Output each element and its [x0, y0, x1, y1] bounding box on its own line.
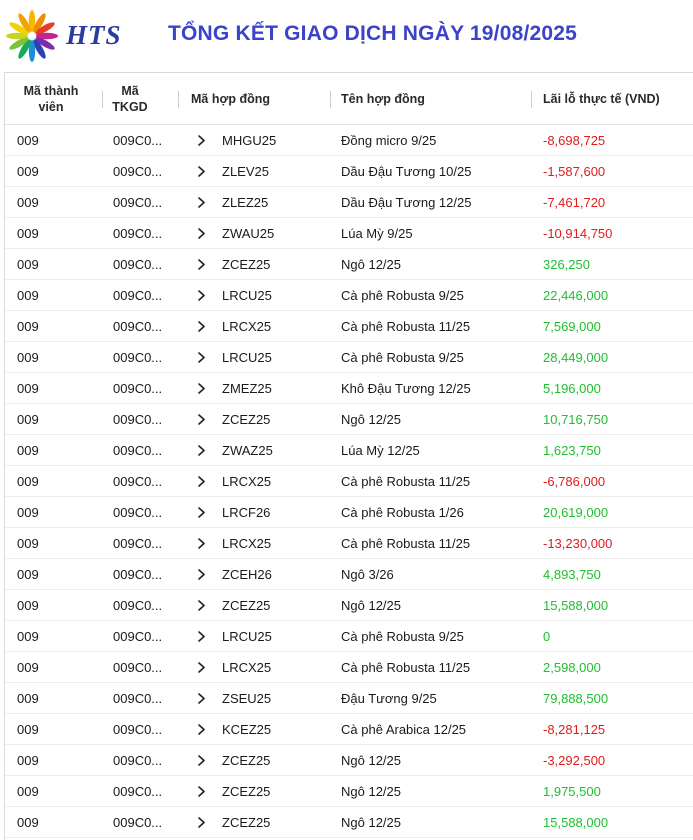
column-header-contract-code[interactable]: Mã hợp đồng	[191, 92, 271, 106]
realized-pnl: 28,449,000	[543, 349, 609, 365]
chevron-right-icon[interactable]	[194, 714, 208, 744]
table-row[interactable]	[5, 590, 693, 621]
realized-pnl: 10,716,750	[543, 411, 609, 427]
contract-name: Dầu Đậu Tương 10/25	[341, 163, 472, 179]
realized-pnl: -1,587,600	[543, 163, 606, 179]
chevron-right-icon[interactable]	[194, 373, 208, 403]
contract-code: LRCF26	[222, 504, 271, 520]
realized-pnl: 1,623,750	[543, 442, 601, 458]
chevron-right-icon[interactable]	[194, 435, 208, 465]
contract-name: Đậu Tương 9/25	[341, 690, 437, 706]
realized-pnl: -6,786,000	[543, 473, 606, 489]
realized-pnl: -13,230,000	[543, 535, 613, 551]
realized-pnl: 7,569,000	[543, 318, 601, 334]
realized-pnl: 2,598,000	[543, 659, 601, 675]
member-code: 009	[17, 380, 39, 396]
table-row[interactable]	[5, 807, 693, 838]
contract-name: Ngô 12/25	[341, 597, 401, 613]
table-row[interactable]	[5, 218, 693, 249]
contract-code: LRCX25	[222, 535, 272, 551]
realized-pnl: 0	[543, 628, 551, 644]
realized-pnl: -8,281,125	[543, 721, 606, 737]
table-row[interactable]	[5, 745, 693, 776]
realized-pnl: 22,446,000	[543, 287, 609, 303]
member-code: 009	[17, 504, 39, 520]
account-code: 009C0...	[113, 752, 163, 768]
chevron-right-icon[interactable]	[194, 621, 208, 651]
column-divider[interactable]	[102, 91, 103, 108]
realized-pnl: 15,588,000	[543, 597, 609, 613]
member-code: 009	[17, 287, 39, 303]
account-code: 009C0...	[113, 721, 163, 737]
realized-pnl: 4,893,750	[543, 566, 601, 582]
contract-name: Khô Đậu Tương 12/25	[341, 380, 471, 396]
contract-code: MHGU25	[222, 132, 277, 148]
contract-code: ZCEZ25	[222, 411, 271, 427]
member-code: 009	[17, 814, 39, 830]
member-code: 009	[17, 597, 39, 613]
member-code: 009	[17, 535, 39, 551]
contract-name: Đồng micro 9/25	[341, 132, 437, 148]
table-row[interactable]	[5, 559, 693, 590]
realized-pnl: -10,914,750	[543, 225, 613, 241]
chevron-right-icon[interactable]	[194, 590, 208, 620]
account-code: 009C0...	[113, 225, 163, 241]
contract-name: Cà phê Robusta 11/25	[341, 659, 471, 675]
contract-code: ZCEZ25	[222, 783, 271, 799]
member-code: 009	[17, 473, 39, 489]
account-code: 009C0...	[113, 566, 163, 582]
chevron-right-icon[interactable]	[194, 807, 208, 837]
account-code: 009C0...	[113, 535, 163, 551]
contract-name: Cà phê Arabica 12/25	[341, 721, 467, 737]
table-row[interactable]	[5, 404, 693, 435]
contract-code: ZSEU25	[222, 690, 272, 706]
table-row[interactable]	[5, 311, 693, 342]
contract-name: Cà phê Robusta 9/25	[341, 349, 464, 365]
account-code: 009C0...	[113, 163, 163, 179]
chevron-right-icon[interactable]	[194, 342, 208, 372]
contract-code: LRCX25	[222, 473, 272, 489]
table-header	[5, 73, 693, 125]
table-row[interactable]	[5, 776, 693, 807]
contract-code: ZCEH26	[222, 566, 272, 582]
contract-name: Ngô 12/25	[341, 752, 401, 768]
table-row[interactable]	[5, 652, 693, 683]
contract-code: LRCX25	[222, 659, 272, 675]
member-code: 009	[17, 349, 39, 365]
table-row[interactable]	[5, 156, 693, 187]
table-row[interactable]	[5, 621, 693, 652]
account-code: 009C0...	[113, 783, 163, 799]
chevron-right-icon[interactable]	[194, 311, 208, 341]
account-code: 009C0...	[113, 411, 163, 427]
contract-name: Cà phê Robusta 1/26	[341, 504, 464, 520]
contract-code: ZLEZ25	[222, 194, 269, 210]
account-code: 009C0...	[113, 318, 163, 334]
chevron-right-icon[interactable]	[194, 187, 208, 217]
column-header-contract-name[interactable]: Tên hợp đồng	[341, 92, 425, 106]
table-row[interactable]	[5, 280, 693, 311]
chevron-right-icon[interactable]	[194, 528, 208, 558]
account-code: 009C0...	[113, 659, 163, 675]
realized-pnl: 326,250	[543, 256, 590, 272]
contract-name: Ngô 12/25	[341, 256, 401, 272]
member-code: 009	[17, 132, 39, 148]
column-header-member[interactable]: Mã thành viên	[23, 84, 79, 114]
trade-summary-table	[4, 72, 693, 840]
table-row[interactable]	[5, 187, 693, 218]
contract-code: ZCEZ25	[222, 752, 271, 768]
realized-pnl: -3,292,500	[543, 752, 606, 768]
member-code: 009	[17, 163, 39, 179]
contract-code: ZWAU25	[222, 225, 275, 241]
member-code: 009	[17, 721, 39, 737]
account-code: 009C0...	[113, 287, 163, 303]
contract-name: Lúa Mỳ 9/25	[341, 225, 413, 241]
contract-name: Ngô 12/25	[341, 783, 401, 799]
table-row[interactable]	[5, 683, 693, 714]
realized-pnl: 20,619,000	[543, 504, 609, 520]
member-code: 009	[17, 628, 39, 644]
contract-code: ZCEZ25	[222, 814, 271, 830]
contract-code: LRCU25	[222, 287, 272, 303]
account-code: 009C0...	[113, 442, 163, 458]
table-body	[5, 125, 693, 838]
table-row[interactable]	[5, 342, 693, 373]
chevron-right-icon[interactable]	[194, 125, 208, 155]
member-code: 009	[17, 225, 39, 241]
account-code: 009C0...	[113, 690, 163, 706]
contract-name: Dầu Đậu Tương 12/25	[341, 194, 472, 210]
report-header	[0, 0, 693, 72]
contract-name: Ngô 12/25	[341, 411, 401, 427]
contract-code: LRCX25	[222, 318, 272, 334]
logo-text: HTS	[66, 20, 122, 50]
chevron-right-icon[interactable]	[194, 776, 208, 806]
contract-code: ZLEV25	[222, 163, 269, 179]
member-code: 009	[17, 411, 39, 427]
member-code: 009	[17, 783, 39, 799]
page-title: TỔNG KẾT GIAO DỊCH NGÀY 19/08/2025	[168, 22, 578, 45]
contract-name: Cà phê Robusta 11/25	[341, 473, 471, 489]
account-code: 009C0...	[113, 504, 163, 520]
contract-code: LRCU25	[222, 349, 272, 365]
chevron-right-icon[interactable]	[194, 404, 208, 434]
hts-flower-logo-icon	[4, 8, 60, 64]
contract-code: KCEZ25	[222, 721, 272, 737]
account-code: 009C0...	[113, 380, 163, 396]
member-code: 009	[17, 194, 39, 210]
realized-pnl: -7,461,720	[543, 194, 606, 210]
member-code: 009	[17, 659, 39, 675]
account-code: 009C0...	[113, 597, 163, 613]
contract-name: Cà phê Robusta 9/25	[341, 628, 464, 644]
column-header-account[interactable]: Mã TKGD	[112, 84, 148, 114]
contract-code: ZWAZ25	[222, 442, 273, 458]
realized-pnl: -8,698,725	[543, 132, 606, 148]
chevron-right-icon[interactable]	[194, 466, 208, 496]
realized-pnl: 79,888,500	[543, 690, 609, 706]
member-code: 009	[17, 318, 39, 334]
account-code: 009C0...	[113, 628, 163, 644]
chevron-right-icon[interactable]	[194, 497, 208, 527]
contract-code: ZMEZ25	[222, 380, 272, 396]
realized-pnl: 1,975,500	[543, 783, 601, 799]
table-row[interactable]	[5, 714, 693, 745]
account-code: 009C0...	[113, 194, 163, 210]
account-code: 009C0...	[113, 132, 163, 148]
contract-code: ZCEZ25	[222, 597, 271, 613]
column-divider[interactable]	[330, 91, 331, 108]
chevron-right-icon[interactable]	[194, 218, 208, 248]
chevron-right-icon[interactable]	[194, 559, 208, 589]
table-row[interactable]	[5, 249, 693, 280]
realized-pnl: 5,196,000	[543, 380, 601, 396]
member-code: 009	[17, 442, 39, 458]
table-row[interactable]	[5, 466, 693, 497]
member-code: 009	[17, 690, 39, 706]
chevron-right-icon[interactable]	[194, 249, 208, 279]
contract-code: LRCU25	[222, 628, 272, 644]
table-row[interactable]	[5, 435, 693, 466]
account-code: 009C0...	[113, 814, 163, 830]
contract-name: Cà phê Robusta 11/25	[341, 318, 471, 334]
column-header-pnl[interactable]: Lãi lỗ thực tế (VND)	[543, 92, 660, 106]
account-code: 009C0...	[113, 256, 163, 272]
contract-name: Ngô 12/25	[341, 814, 401, 830]
table-row[interactable]	[5, 497, 693, 528]
member-code: 009	[17, 256, 39, 272]
contract-name: Cà phê Robusta 11/25	[341, 535, 471, 551]
contract-name: Lúa Mỳ 12/25	[341, 442, 420, 458]
chevron-right-icon[interactable]	[194, 745, 208, 775]
table-row[interactable]	[5, 528, 693, 559]
column-divider[interactable]	[178, 91, 179, 108]
column-divider[interactable]	[531, 91, 532, 108]
account-code: 009C0...	[113, 473, 163, 489]
member-code: 009	[17, 566, 39, 582]
chevron-right-icon[interactable]	[194, 156, 208, 186]
table-row[interactable]	[5, 373, 693, 404]
contract-code: ZCEZ25	[222, 256, 271, 272]
realized-pnl: 15,588,000	[543, 814, 609, 830]
chevron-right-icon[interactable]	[194, 652, 208, 682]
member-code: 009	[17, 752, 39, 768]
contract-name: Cà phê Robusta 9/25	[341, 287, 464, 303]
table-row[interactable]	[5, 125, 693, 156]
contract-name: Ngô 3/26	[341, 566, 394, 582]
chevron-right-icon[interactable]	[194, 683, 208, 713]
account-code: 009C0...	[113, 349, 163, 365]
chevron-right-icon[interactable]	[194, 280, 208, 310]
